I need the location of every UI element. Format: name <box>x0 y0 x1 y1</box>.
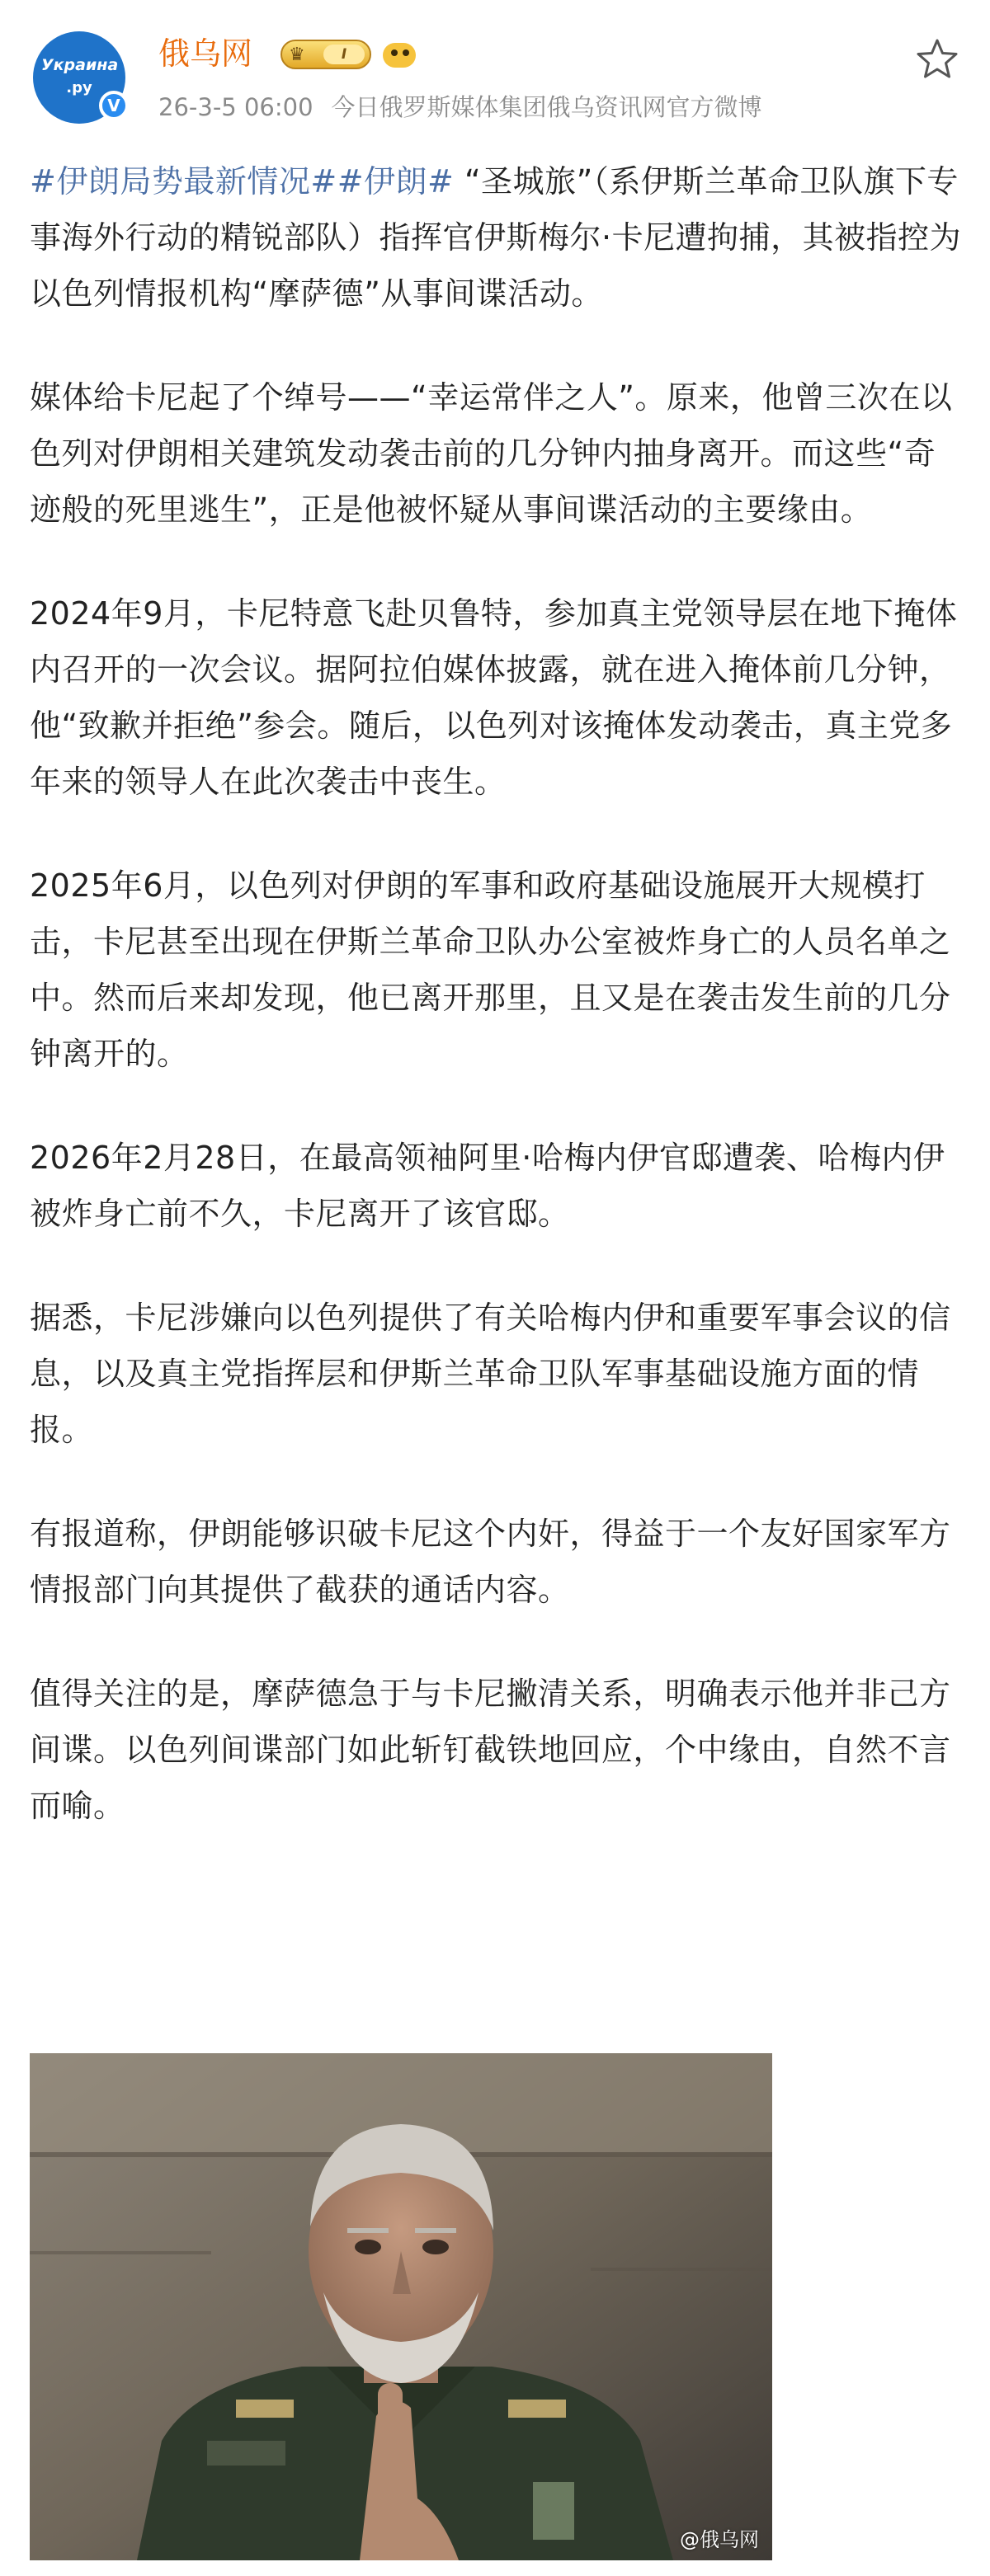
post-timestamp: 26-3-5 06:00 <box>158 93 314 121</box>
post-body <box>30 153 962 1834</box>
user-name[interactable]: 俄乌网 <box>158 35 253 72</box>
post-paragraph: 值得关注的是，摩萨德急于与卡尼撇清关系，明确表示他并非己方间谍。以色列间谍部门如此斩钉截铁地回应，个中缘由，自然不言而喻。 <box>30 1676 951 1824</box>
paragraph-text: “圣城旅”（系伊斯兰革命卫队旗下专事海外行动的精锐部队）指挥官伊斯梅尔·卡尼遭拘捕，其被指控为以色列情报机构“摩萨德”从事间谍活动。 <box>30 163 962 312</box>
hashtag-link[interactable]: #伊朗局势最新情况# <box>30 163 337 200</box>
post-paragraph: 2025年6月，以色列对伊朗的军事和政府基础设施展开大规模打击，卡尼甚至出现在伊斯兰革命卫队办公室被炸身亡的人员名单之中。然而后来却发现，他已离开那里，且又是在袭击发生前的几分钟离开的。 <box>30 867 951 1072</box>
post-meta <box>158 92 762 122</box>
hashtag-link[interactable]: #伊朗# <box>337 163 455 200</box>
post-header <box>0 0 990 157</box>
post-paragraph: 媒体给卡尼起了个绰号——“幸运常伴之人”。原来，他曾三次在以色列对伊朗相关建筑发动袭击前的几分钟内抽身离开。而这些“奇迹般的死里逃生”，正是他被怀疑从事间谍活动的主要缘由。 <box>30 379 953 528</box>
fan-badge-icon[interactable] <box>381 38 417 71</box>
post-paragraph: 有报道称，伊朗能够识破卡尼这个内奸，得益于一个友好国家军方情报部门向其提供了截获的通话内容。 <box>30 1516 951 1608</box>
post-source: 今日俄罗斯媒体集团俄乌资讯网官方微博 <box>331 93 762 121</box>
crown-level-icon[interactable] <box>280 40 371 69</box>
post-paragraph: 2026年2月28日，在最高领袖阿里·哈梅内伊官邸遭袭、哈梅内伊被炸身亡前不久，卡尼离开了该官邸。 <box>30 1140 945 1232</box>
level-badge-text: Ⅰ <box>323 45 365 64</box>
portrait-illustration <box>30 2053 772 2560</box>
photo-watermark: @俄乌网 <box>680 2528 759 2551</box>
crown-icon: ♛ <box>289 45 305 65</box>
verified-v-icon: V <box>99 91 129 120</box>
avatar-line1: Украина <box>41 56 119 74</box>
post-paragraph: 2024年9月，卡尼特意飞赴贝鲁特，参加真主党领导层在地下掩体内召开的一次会议。据阿拉伯媒体披露，就在进入掩体前几分钟，他“致歉并拒绝”参会。随后，以色列对该掩体发动袭击，真主党多年来的领导人在此次袭击中丧生。 <box>30 595 958 800</box>
post-paragraph: 据悉，卡尼涉嫌向以色列提供了有关哈梅内伊和重要军事会议的信息，以及真主党指挥层和伊斯兰革命卫队军事基础设施方面的情报。 <box>30 1300 951 1448</box>
post-photo[interactable] <box>30 2053 772 2560</box>
post-paragraph <box>30 153 962 322</box>
avatar-line2: .ру <box>66 79 92 96</box>
star-icon[interactable] <box>914 36 960 82</box>
